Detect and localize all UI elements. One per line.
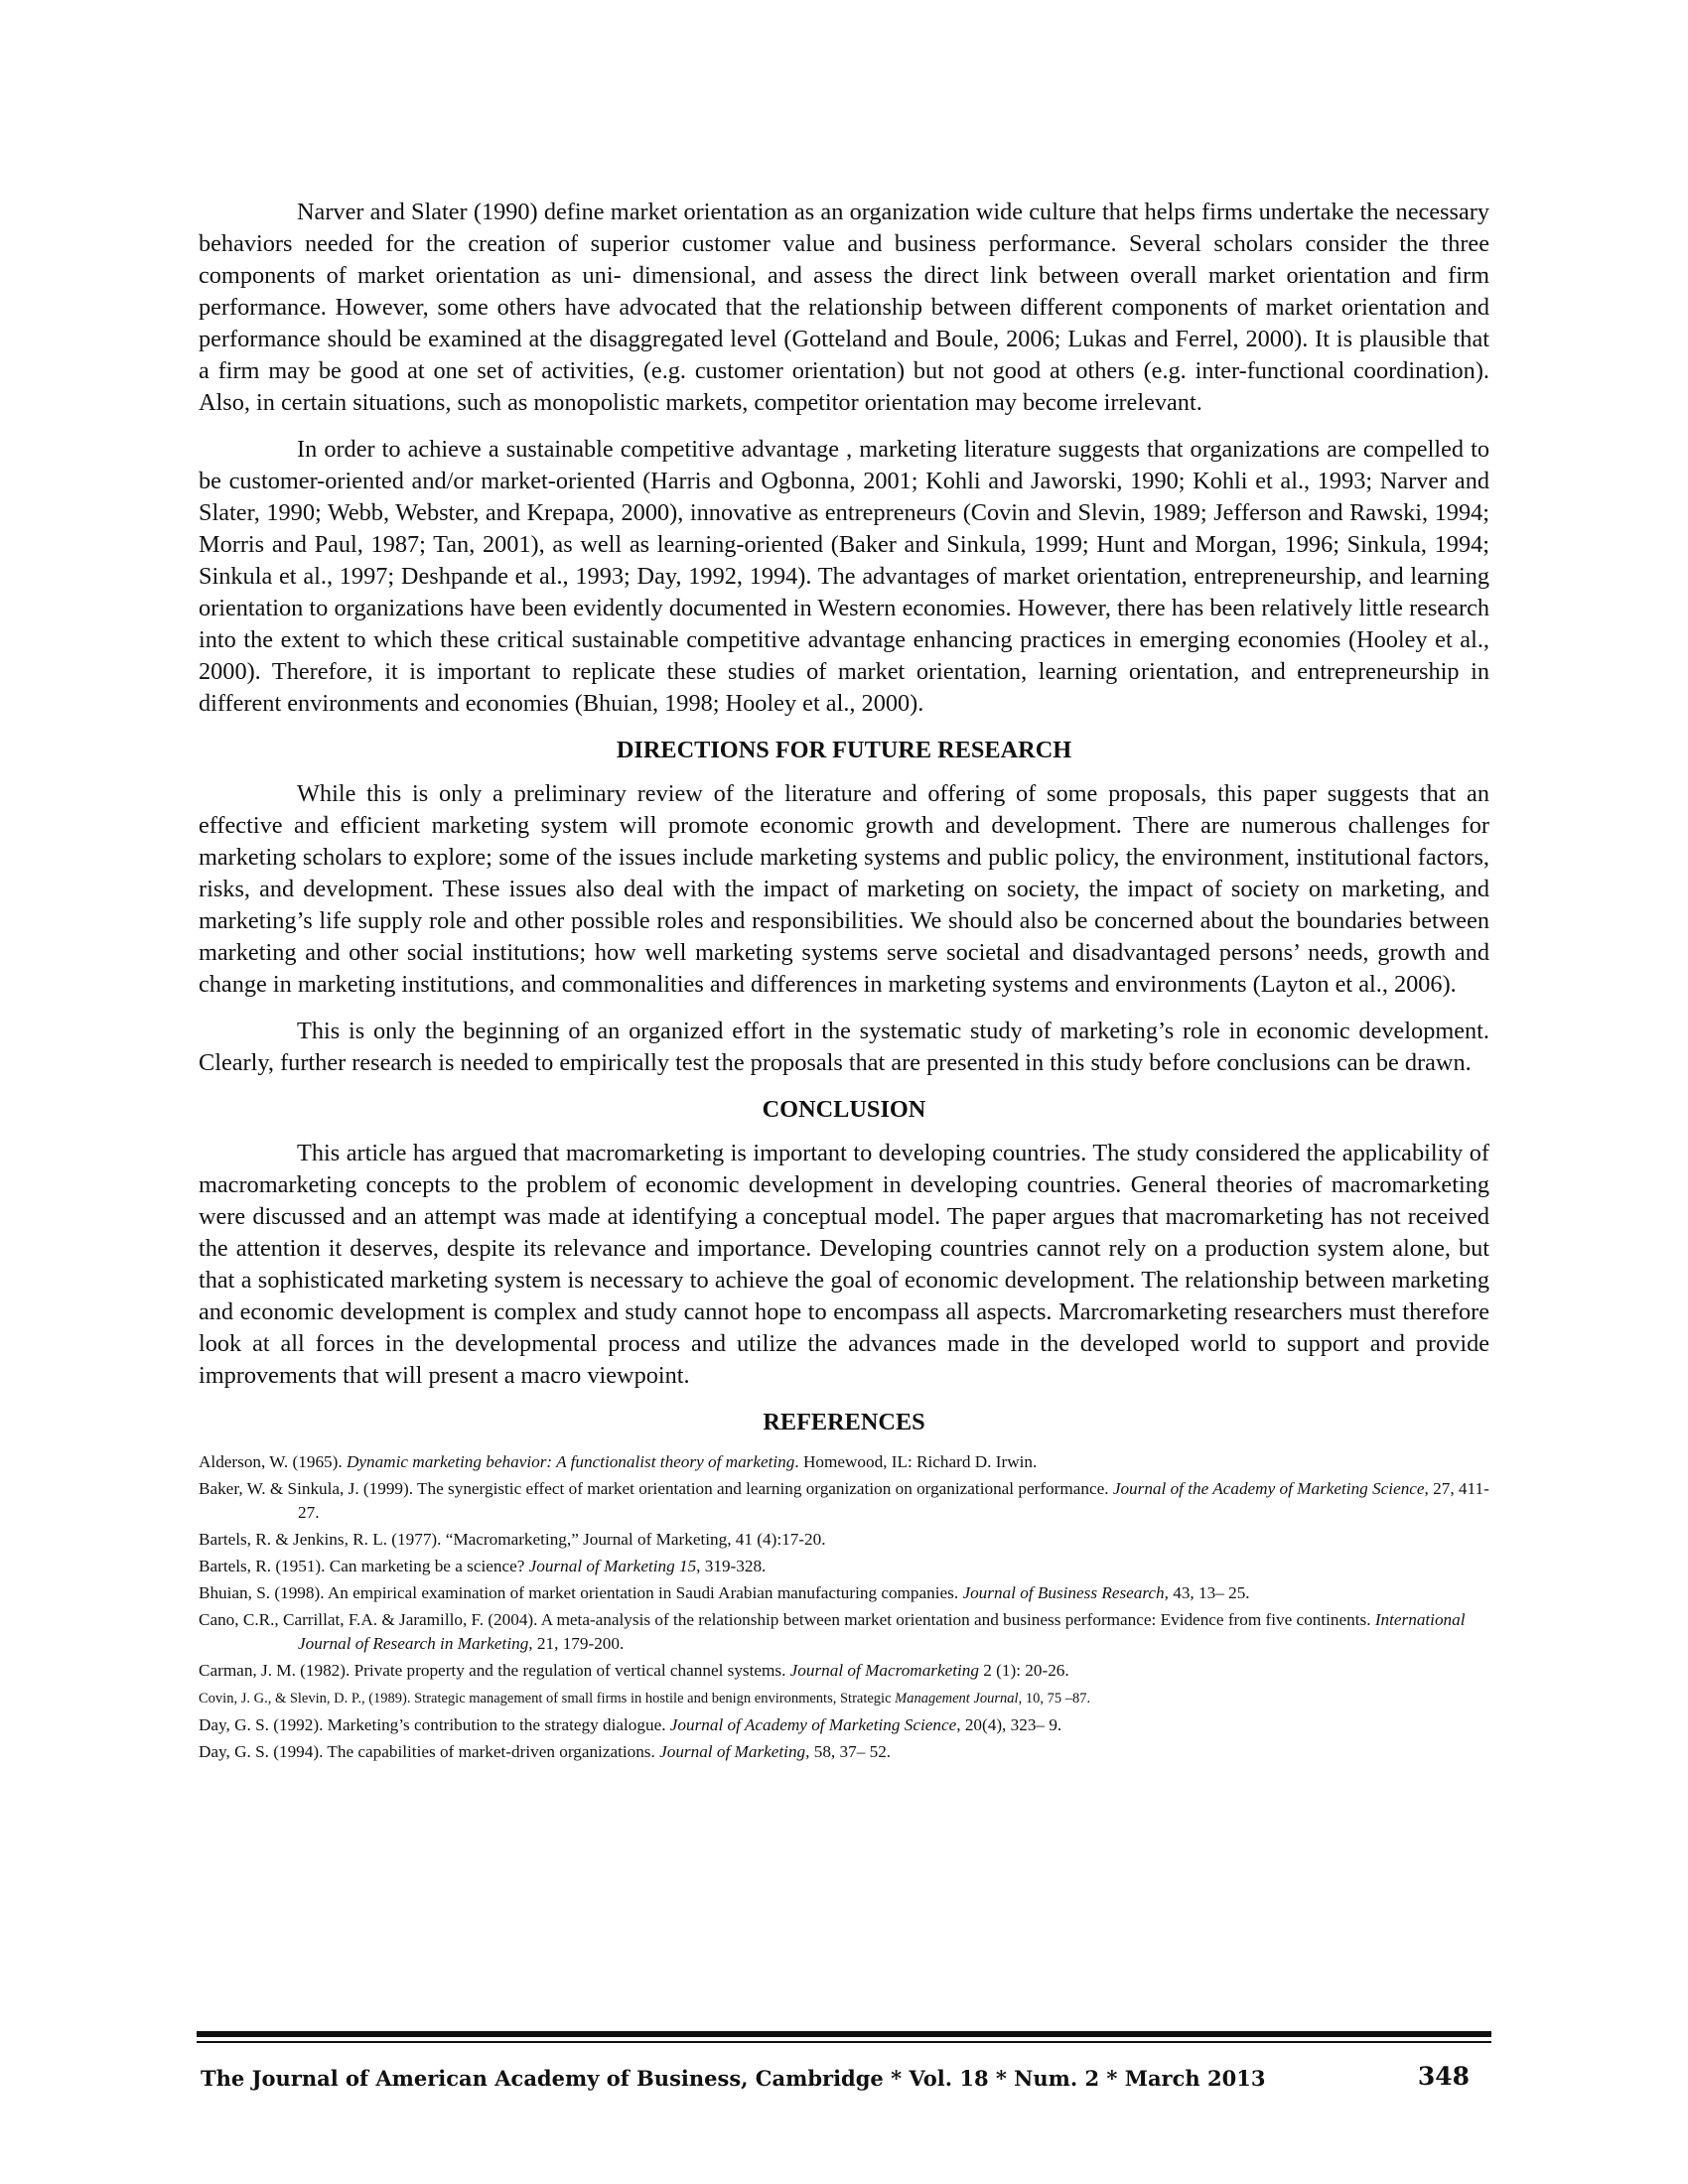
reference-text: Cano, C.R., Carrillat, F.A. & Jaramillo, F. (2004). A meta-analysis of the relationship between market orientation and business performance: Evidence from five continents. bbox=[199, 1610, 1375, 1629]
body-paragraph: Narver and Slater (1990) define market orientation as an organization wide culture that helps firms undertake the necessary behaviors needed for the creation of superior customer value and business performance. Several scholars consider the three components of market orientation as uni- dimensional, and assess the direct link between overall market orientation and firm performance. However, some others have advocated that the relationship between different components of market orientation and performance should be examined at the disaggregated level (Gotteland and Boule, 2006; Lukas and Ferrel, 2000). It is plausible that a firm may be good at one set of activities, (e.g. customer orientation) but not good at others (e.g. inter-functional coordination). Also, in certain situations, such as monopolistic markets, competitor orientation may become irrelevant. bbox=[199, 199, 1489, 416]
footer-rule-thick bbox=[197, 2031, 1491, 2037]
reference-text: 319-328. bbox=[700, 1557, 767, 1575]
reference-item bbox=[199, 1555, 1489, 1578]
reference-text: Bartels, R. (1951). Can marketing be a science? bbox=[199, 1557, 529, 1575]
footer-rule-thin bbox=[197, 2041, 1491, 2043]
reference-source: International Journal of Research in Marketing, bbox=[298, 1610, 1466, 1653]
reference-text: Covin, J. G., & Slevin, D. P., (1989). Strategic management of small firms in hostile and benign environments, Strategic bbox=[199, 1691, 896, 1706]
reference-text: , 10, 75 –87. bbox=[1018, 1691, 1091, 1706]
reference-item bbox=[199, 1686, 1489, 1710]
body-paragraph: While this is only a preliminary review of the literature and offering of some proposals, this paper suggests that an effective and efficient marketing system will promote economic growth and development. There are numerous challenges for marketing scholars to explore; some of the issues include marketing systems and public policy, the environment, institutional factors, risks, and development. These issues also deal with the impact of marketing on society, the impact of society on marketing, and marketing’s life supply role and other possible roles and responsibilities. We should also be concerned about the boundaries between marketing and other social institutions; how well marketing systems serve societal and disadvantaged persons’ needs, growth and change in marketing institutions, and commonalities and differences in marketing systems and environments (Layton et al., 2006). bbox=[199, 780, 1489, 998]
body-paragraph: This article has argued that macromarketing is important to developing countries. The study considered the applicability of macromarketing concepts to the problem of economic development in developing countries. General theories of macromarketing were discussed and an attempt was made at identifying a conceptual model. The paper argues that macromarketing has not received the attention it deserves, despite its relevance and importance. Developing countries cannot rely on a production system alone, but that a sophisticated marketing system is necessary to achieve the goal of economic development. The relationship between marketing and economic development is complex and study cannot hope to encompass all aspects. Marcromarketing researchers must therefore look at all forces in the developmental process and utilize the advances made in the developed world to support and provide improvements that will present a macro viewpoint. bbox=[199, 1140, 1489, 1389]
reference-item bbox=[199, 1659, 1489, 1683]
reference-text: . Homewood, IL: Richard D. Irwin. bbox=[794, 1452, 1038, 1471]
footer-journal-citation: The Journal of American Academy of Business, Cambridge * Vol. 18 * Num. 2 * March 2013 bbox=[201, 2066, 1266, 2091]
reference-text: 58, 37– 52. bbox=[809, 1742, 892, 1761]
reference-text: , 27, 411-27. bbox=[298, 1479, 1489, 1522]
reference-source: Journal of Business Research, bbox=[962, 1583, 1169, 1602]
reference-text: 21, 179-200. bbox=[532, 1634, 625, 1653]
reference-item bbox=[199, 1740, 1489, 1764]
reference-text: Alderson, W. (1965). bbox=[199, 1452, 347, 1471]
page-footer bbox=[201, 2062, 1487, 2096]
body-paragraph: This is only the beginning of an organized effort in the systematic study of marketing’s role in economic development. Clearly, further research is needed to empirically test the proposals that are presented in this study before conclusions can be drawn. bbox=[199, 1018, 1489, 1076]
reference-source: Dynamic marketing behavior: A functionalist theory of marketing bbox=[346, 1452, 795, 1471]
reference-source: Management Journal bbox=[895, 1691, 1019, 1706]
reference-text: 43, 13– 25. bbox=[1168, 1583, 1250, 1602]
reference-text: Day, G. S. (1992). Marketing’s contribution to the strategy dialogue. bbox=[199, 1715, 670, 1734]
body-paragraph: In order to achieve a sustainable competitive advantage , marketing literature suggests that organizations are compelled to be customer-oriented and/or market-oriented (Harris and Ogbonna, 2001; Kohli and Jaworski, 1990; Kohli et al., 1993; Narver and Slater, 1990; Webb, Webster, and Krepapa, 2000), innovative as entrepreneurs (Covin and Slevin, 1989; Jefferson and Rawski, 1994; Morris and Paul, 1987; Tan, 2001), as well as learning-oriented (Baker and Sinkula, 1999; Hunt and Morgan, 1996; Sinkula, 1994; Sinkula et al., 1997; Deshpande et al., 1993; Day, 1992, 1994). The advantages of market orientation, entrepreneurship, and learning orientation to organizations have been evidently documented in Western economies. However, there has been relatively little research into the extent to which these critical sustainable competitive advantage enhancing practices in emerging economies (Hooley et al., 2000). Therefore, it is important to replicate these studies of market orientation, learning orientation, and entrepreneurship in different environments and economies (Bhuian, 1998; Hooley et al., 2000). bbox=[199, 436, 1489, 717]
reference-text: Baker, W. & Sinkula, J. (1999). The synergistic effect of market orientation and learning organization on organizational performance. bbox=[199, 1479, 1113, 1498]
reference-source: Journal of the Academy of Marketing Science bbox=[1112, 1479, 1425, 1498]
section-heading-conclusion: CONCLUSION bbox=[762, 1096, 926, 1123]
reference-source: Journal of Marketing 15, bbox=[528, 1557, 701, 1575]
reference-item bbox=[199, 1713, 1489, 1737]
reference-text: Bhuian, S. (1998). An empirical examination of market orientation in Saudi Arabian manufacturing companies. bbox=[199, 1583, 963, 1602]
reference-text: 2 (1): 20-26. bbox=[978, 1661, 1069, 1680]
reference-text: , 20(4), 323– 9. bbox=[956, 1715, 1062, 1734]
reference-item bbox=[199, 1528, 1489, 1552]
reference-list bbox=[199, 1450, 1489, 1764]
reference-item bbox=[199, 1581, 1489, 1605]
reference-text: Carman, J. M. (1982). Private property and the regulation of vertical channel systems. bbox=[199, 1661, 790, 1680]
reference-source: Journal of Academy of Marketing Science bbox=[669, 1715, 957, 1734]
section-heading-references: REFERENCES bbox=[763, 1409, 925, 1435]
page-body bbox=[199, 197, 1489, 1767]
reference-source: Journal of Macromarketing bbox=[789, 1661, 979, 1680]
page-number: 348 bbox=[1417, 2062, 1470, 2091]
reference-item bbox=[199, 1608, 1489, 1656]
section-heading-future-research: DIRECTIONS FOR FUTURE RESEARCH bbox=[616, 737, 1072, 763]
reference-text: Day, G. S. (1994). The capabilities of market-driven organizations. bbox=[199, 1742, 660, 1761]
reference-item bbox=[199, 1477, 1489, 1525]
reference-text: Bartels, R. & Jenkins, R. L. (1977). “Macromarketing,” Journal of Marketing, 41 (4):17-20. bbox=[199, 1530, 826, 1549]
reference-item bbox=[199, 1450, 1489, 1474]
reference-source: Journal of Marketing, bbox=[659, 1742, 810, 1761]
